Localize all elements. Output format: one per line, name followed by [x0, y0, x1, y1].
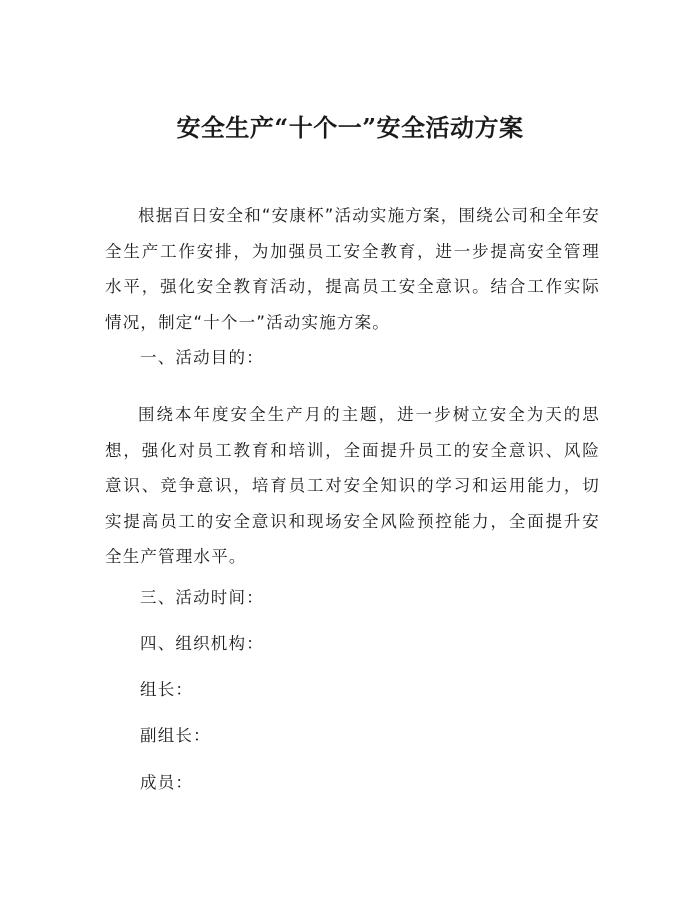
intro-paragraph: 根据百日安全和“安康杯”活动实施方案，围绕公司和全年安全生产工作安排，为加强员工安全教育，进一步提高安全管理水平，强化安全教育活动，提高员工安全意识。结合工作实际情况，制定“十个一”活动实施方案。 — [105, 206, 600, 332]
org-leader-line: 组长： — [140, 680, 194, 699]
org-members-line: 成员： — [140, 773, 194, 792]
section-org-heading: 四、组织机构： — [140, 634, 264, 653]
section-goal-paragraph: 围绕本年度安全生产月的主题，进一步树立安全为天的思想，强化对员工教育和培训，全面提升员工的安全意识、风险意识、竞争意识，培育员工对安全知识的学习和运用能力，切实提高员工的安全意识和现场安全风险预控能力，全面提升安全生产管理水平。 — [105, 405, 600, 566]
document-title: 安全生产“十个一”安全活动方案 — [176, 113, 524, 143]
section-goal-heading: 一、活动目的： — [140, 348, 264, 367]
org-deputy-line: 副组长： — [140, 726, 211, 745]
section-time-heading: 三、活动时间： — [140, 588, 264, 607]
